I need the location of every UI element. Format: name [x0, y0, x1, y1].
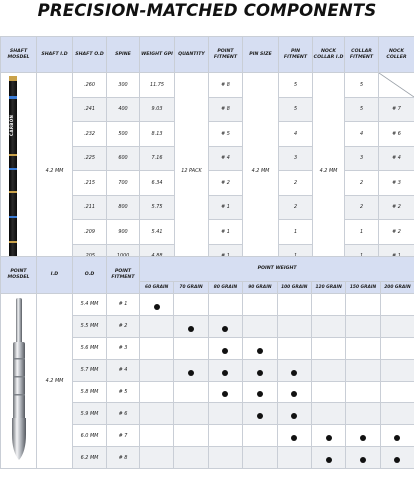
shaft-id-cell: 4.2 MM — [37, 73, 73, 269]
weight-compat-cell — [277, 337, 311, 359]
weight-compat-cell — [346, 337, 380, 359]
weight-compat-cell — [174, 381, 208, 403]
weight-column-header: 120 GRAIN — [311, 282, 345, 294]
weight-column-header: 100 GRAIN — [277, 282, 311, 294]
shaft-table-header: SPINE — [107, 37, 140, 73]
gpi-cell: 5.75 — [140, 195, 175, 220]
weight-compat-cell — [208, 425, 242, 447]
point-fitment-cell: # 5 — [107, 381, 140, 403]
shaft-table-header: NOCK COLLER — [379, 37, 414, 73]
weight-compat-cell — [277, 315, 311, 337]
point-fitment-cell: # 7 — [107, 425, 140, 447]
point-groove — [13, 358, 25, 360]
collar-fitment-cell: 2 — [345, 195, 379, 220]
shaft-spec-table — [0, 36, 414, 269]
weight-compat-cell — [277, 359, 311, 381]
compatible-dot-icon — [291, 413, 297, 419]
weight-compat-cell — [243, 381, 277, 403]
gpi-cell: 11.75 — [140, 73, 175, 98]
weight-compat-cell — [208, 359, 242, 381]
pin-fitment-cell: 2 — [279, 171, 313, 196]
weight-compat-cell — [140, 315, 174, 337]
collar-fitment-cell: 4 — [345, 122, 379, 147]
compatible-dot-icon — [257, 370, 263, 376]
arrow-shaft-image — [9, 76, 17, 258]
compatible-dot-icon — [326, 435, 332, 441]
compatible-dot-icon — [360, 435, 366, 441]
point-table-header: I.D — [37, 257, 73, 294]
collar-fitment-cell: 2 — [345, 171, 379, 196]
weight-column-header: 200 GRAIN — [380, 282, 414, 294]
shaft-table-header: SHAFT O.D — [73, 37, 107, 73]
weight-compat-cell — [311, 359, 345, 381]
compatible-dot-icon — [326, 457, 332, 463]
gpi-cell: 5.41 — [140, 220, 175, 245]
weight-compat-cell — [380, 381, 414, 403]
weight-column-header: 60 GRAIN — [140, 282, 174, 294]
compatible-dot-icon — [257, 391, 263, 397]
point-fitment-cell: # 1 — [209, 220, 243, 245]
gpi-cell: 7.16 — [140, 146, 175, 171]
page-title: PRECISION-MATCHED COMPONENTS — [37, 1, 377, 20]
slash-line — [379, 73, 414, 97]
weight-compat-cell — [311, 381, 345, 403]
weight-compat-cell — [140, 447, 174, 469]
compatible-dot-icon — [188, 326, 194, 332]
shaft-od-cell: .225 — [73, 146, 107, 171]
spine-cell: 400 — [107, 97, 140, 122]
compatible-dot-icon — [222, 326, 228, 332]
shaft-od-cell: .232 — [73, 122, 107, 147]
weight-compat-cell — [311, 403, 345, 425]
pin-fitment-cell: 3 — [279, 146, 313, 171]
nock-coller-cell: # 7 — [379, 97, 414, 122]
point-table-header: O.D — [73, 257, 107, 294]
weight-compat-cell — [277, 381, 311, 403]
table-row — [1, 294, 414, 316]
shaft-od-cell: .209 — [73, 220, 107, 245]
spine-cell: 300 — [107, 73, 140, 98]
point-od-cell: 6.0 MM — [73, 425, 107, 447]
shaft-table-header: COLLAR FITMENT — [345, 37, 379, 73]
nock-collar-id-cell: 4.2 MM — [313, 73, 345, 269]
point-fitment-cell: # 4 — [209, 146, 243, 171]
weight-compat-cell — [243, 403, 277, 425]
shaft-band-icon — [9, 191, 17, 193]
weight-compat-cell — [277, 447, 311, 469]
weight-column-header: 80 GRAIN — [208, 282, 242, 294]
weight-compat-cell — [243, 425, 277, 447]
point-insert — [16, 298, 22, 344]
weight-compat-cell — [140, 403, 174, 425]
weight-compat-cell — [174, 447, 208, 469]
weight-compat-cell — [174, 359, 208, 381]
shaft-image-cell — [1, 73, 37, 269]
spine-cell: 700 — [107, 171, 140, 196]
gpi-cell: 9.03 — [140, 97, 175, 122]
nock-coller-cell: # 2 — [379, 220, 414, 245]
point-table-header: POINT MOSDEL — [1, 257, 37, 294]
weight-compat-cell — [174, 403, 208, 425]
compatible-dot-icon — [360, 457, 366, 463]
weight-compat-cell — [380, 403, 414, 425]
point-od-cell: 5.4 MM — [73, 294, 107, 316]
shaft-band-icon — [9, 168, 17, 170]
shaft-od-cell: .215 — [73, 171, 107, 196]
point-table-header: POINT FITMENT — [107, 257, 140, 294]
point-id-cell: 4.2 MM — [37, 294, 73, 469]
weight-compat-cell — [243, 447, 277, 469]
weight-compat-cell — [346, 447, 380, 469]
shaft-od-cell: .211 — [73, 195, 107, 220]
weight-column-header: 90 GRAIN — [243, 282, 277, 294]
point-tip — [12, 418, 26, 460]
point-od-cell: 5.9 MM — [73, 403, 107, 425]
weight-compat-cell — [311, 315, 345, 337]
weight-compat-cell — [174, 337, 208, 359]
point-fitment-cell: # 1 — [107, 294, 140, 316]
weight-compat-cell — [243, 294, 277, 316]
pin-fitment-cell: 1 — [279, 220, 313, 245]
weight-compat-cell — [208, 447, 242, 469]
pin-size-cell: 4.2 MM — [243, 73, 279, 269]
weight-compat-cell — [311, 337, 345, 359]
compatible-dot-icon — [257, 348, 263, 354]
point-od-cell: 5.8 MM — [73, 381, 107, 403]
spine-cell: 600 — [107, 146, 140, 171]
compatible-dot-icon — [222, 391, 228, 397]
shaft-band-icon — [9, 216, 17, 218]
weight-compat-cell — [380, 359, 414, 381]
weight-compat-cell — [380, 337, 414, 359]
weight-compat-cell — [208, 403, 242, 425]
point-fitment-cell: # 3 — [107, 337, 140, 359]
weight-compat-cell — [208, 337, 242, 359]
point-fitment-cell: # 5 — [209, 122, 243, 147]
shaft-table-header: POINT FITMENT — [209, 37, 243, 73]
weight-compat-cell — [174, 294, 208, 316]
weight-compat-cell — [346, 425, 380, 447]
collar-fitment-cell: 5 — [345, 73, 379, 98]
point-od-cell: 5.5 MM — [73, 315, 107, 337]
weight-compat-cell — [346, 403, 380, 425]
point-fitment-cell: # 6 — [107, 403, 140, 425]
shaft-table-header: SHAFT MOSDEL — [1, 37, 37, 73]
collar-fitment-cell: 5 — [345, 97, 379, 122]
shaft-band-icon — [9, 241, 17, 243]
collar-fitment-cell: 1 — [345, 220, 379, 245]
point-fitment-cell: # 8 — [209, 73, 243, 98]
weight-compat-cell — [243, 337, 277, 359]
nock-coller-cell: # 6 — [379, 122, 414, 147]
compatible-dot-icon — [291, 391, 297, 397]
weight-compat-cell — [208, 315, 242, 337]
point-fitment-cell: # 2 — [107, 315, 140, 337]
weight-compat-cell — [311, 447, 345, 469]
field-point-icon — [2, 294, 36, 464]
nock-coller-cell: # 2 — [379, 195, 414, 220]
point-fitment-cell: # 4 — [107, 359, 140, 381]
pin-fitment-cell: 2 — [279, 195, 313, 220]
shaft-table-header: SHAFT I.D — [37, 37, 73, 73]
weight-column-header: 70 GRAIN — [174, 282, 208, 294]
table-row — [1, 73, 414, 98]
point-weight-header: POINT WEIGHT — [140, 257, 414, 282]
weight-compat-cell — [380, 294, 414, 316]
weight-compat-cell — [140, 359, 174, 381]
weight-compat-cell — [208, 294, 242, 316]
weight-compat-cell — [311, 294, 345, 316]
weight-compat-cell — [174, 425, 208, 447]
weight-compat-cell — [243, 315, 277, 337]
weight-compat-cell — [140, 294, 174, 316]
weight-column-header: 150 GRAIN — [346, 282, 380, 294]
weight-compat-cell — [346, 294, 380, 316]
spine-cell: 800 — [107, 195, 140, 220]
shaft-band-icon — [9, 154, 17, 156]
nock-coller-cell: # 4 — [379, 146, 414, 171]
point-fitment-cell: # 8 — [209, 97, 243, 122]
weight-compat-cell — [277, 294, 311, 316]
point-od-cell: 5.6 MM — [73, 337, 107, 359]
nock-coller-cell: # 3 — [379, 171, 414, 196]
compatible-dot-icon — [222, 348, 228, 354]
weight-compat-cell — [380, 425, 414, 447]
compatible-dot-icon — [257, 413, 263, 419]
weight-compat-cell — [140, 337, 174, 359]
weight-compat-cell — [346, 381, 380, 403]
shaft-table-header: PIN SIZE — [243, 37, 279, 73]
spine-cell: 500 — [107, 122, 140, 147]
shaft-wordmark: CARBON — [9, 114, 14, 136]
shaft-table-header: WEIGHT GPI — [140, 37, 175, 73]
point-fitment-cell: # 8 — [107, 447, 140, 469]
point-od-cell: 5.7 MM — [73, 359, 107, 381]
point-fitment-cell: # 2 — [209, 171, 243, 196]
weight-compat-cell — [311, 425, 345, 447]
collar-fitment-cell: 3 — [345, 146, 379, 171]
gpi-cell: 6.34 — [140, 171, 175, 196]
weight-compat-cell — [277, 403, 311, 425]
compatible-dot-icon — [394, 457, 400, 463]
compatible-dot-icon — [394, 435, 400, 441]
compatible-dot-icon — [154, 304, 160, 310]
pin-fitment-cell: 5 — [279, 97, 313, 122]
point-fitment-cell: # 1 — [209, 195, 243, 220]
weight-compat-cell — [243, 359, 277, 381]
point-groove — [13, 376, 25, 378]
weight-compat-cell — [346, 315, 380, 337]
nock-coller-cell — [379, 73, 414, 98]
shaft-band-icon — [9, 96, 17, 99]
shaft-table-header: QUANTITY — [175, 37, 209, 73]
spine-cell: 900 — [107, 220, 140, 245]
weight-compat-cell — [174, 315, 208, 337]
compatible-dot-icon — [291, 370, 297, 376]
shaft-table-header: NOCK COLLAR I.D — [313, 37, 345, 73]
shaft-table-header: PIN FITMENT — [279, 37, 313, 73]
shaft-od-cell: .260 — [73, 73, 107, 98]
quantity-cell: 12 PACK — [175, 73, 209, 269]
weight-compat-cell — [140, 425, 174, 447]
weight-compat-cell — [380, 315, 414, 337]
weight-compat-cell — [208, 381, 242, 403]
weight-compat-cell — [140, 381, 174, 403]
compatible-dot-icon — [222, 370, 228, 376]
nock-ring-icon — [9, 76, 17, 81]
empty-cell-slash — [379, 73, 414, 97]
point-od-cell: 6.2 MM — [73, 447, 107, 469]
point-weight-table — [0, 256, 414, 469]
point-image-cell — [1, 294, 37, 469]
gpi-cell: 8.13 — [140, 122, 175, 147]
weight-compat-cell — [346, 359, 380, 381]
weight-compat-cell — [277, 425, 311, 447]
pin-fitment-cell: 4 — [279, 122, 313, 147]
compatible-dot-icon — [188, 370, 194, 376]
shaft-od-cell: .241 — [73, 97, 107, 122]
pin-fitment-cell: 5 — [279, 73, 313, 98]
weight-compat-cell — [380, 447, 414, 469]
point-groove — [13, 394, 25, 396]
compatible-dot-icon — [291, 435, 297, 441]
point-body — [13, 342, 25, 420]
